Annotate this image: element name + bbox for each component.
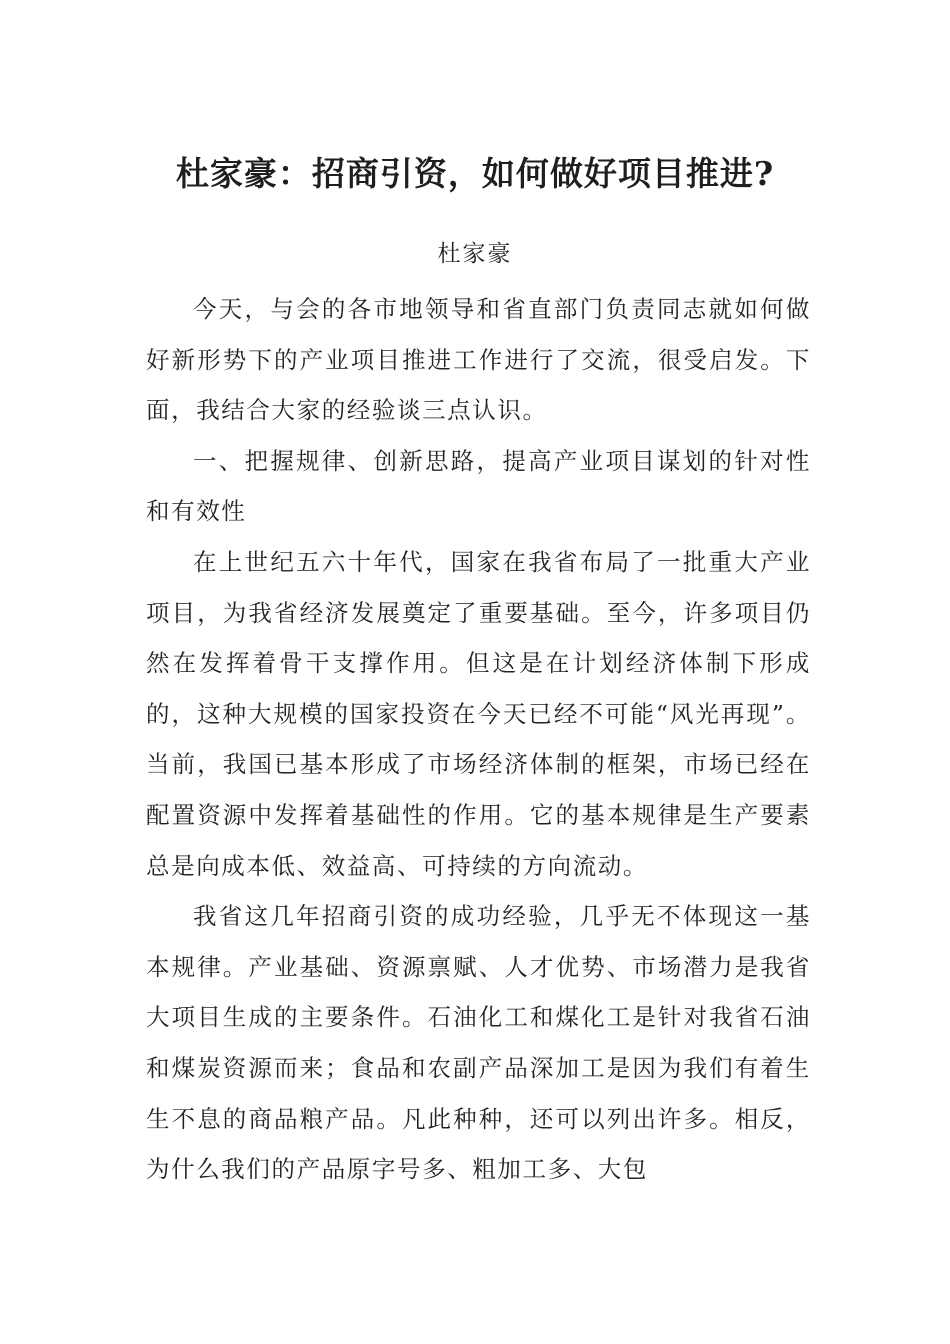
paragraph-history: 在上世纪五六十年代，国家在我省布局了一批重大产业项目，为我省经济发展奠定了重要基础。至今，许多项目仍然在发挥着骨干支撑作用。但这是在计划经济体制下形成的，这种大规模的国家投资在今天已经不可能“风光再现”。当前，我国已基本形成了市场经济体制的框架，市场已经在配置资源中发挥着基础性的作用。它的基本规律是生产要素总是向成本低、效益高、可持续的方向流动。 <box>146 547 811 880</box>
section-heading-one: 一、把握规律、创新思路，提高产业项目谋划的针对性和有效性 <box>146 446 811 526</box>
paragraph-intro: 今天，与会的各市地领导和省直部门负责同志就如何做好新形势下的产业项目推进工作进行了交流，很受启发。下面，我结合大家的经验谈三点认识。 <box>146 295 811 425</box>
document-body <box>146 284 811 1195</box>
document-title: 杜家豪：招商引资，如何做好项目推进? <box>175 154 775 193</box>
document-author: 杜家豪 <box>437 241 513 267</box>
paragraph-experience: 我省这几年招商引资的成功经验，几乎无不体现这一基本规律。产业基础、资源禀赋、人才优势、市场潜力是我省大项目生成的主要条件。石油化工和煤化工是针对我省石油和煤炭资源而来；食品和农副产品深加工是因为我们有着生生不息的商品粮产品。凡此种种，还可以列出许多。相反，为什么我们的产品原字号多、粗加工多、大包 <box>146 902 811 1184</box>
